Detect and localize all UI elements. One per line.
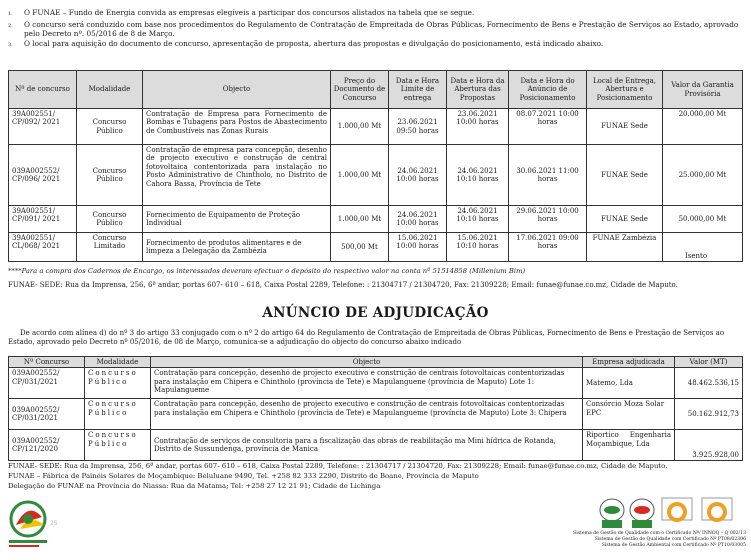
table-cell: 50.000,00 Mt	[663, 206, 743, 233]
table-cell: Concurso Público	[77, 145, 143, 206]
header-cell: Nº de concurso	[9, 71, 77, 109]
header-cell: Valor da Garantia Provisória	[663, 71, 743, 109]
table-row	[9, 399, 743, 430]
table-cell: Contratação de empresa para concepção, desenho de projecto executivo e construção de central fotovoltaica contentorizada para instalação no Posto Administrativo de Chintholo, no Distrito de Cahora Bassa, Província de Tete	[143, 145, 331, 206]
footer-line: Delegação do FUNAE na Província do Niassa: Rua da Matama; Tel: +258 27 12 21 91; Cidade de Lichinga	[8, 481, 381, 490]
header-cell: Valor (MT)	[675, 357, 743, 368]
header-cell: Local de Entrega, Abertura e Posicionamento	[587, 71, 663, 109]
table-row	[9, 109, 743, 145]
table-cell: 39A002551/ CL/068/ 2021	[9, 233, 77, 262]
table-row	[9, 430, 743, 461]
intro-item	[8, 39, 743, 51]
table-cell: 15.06.2021 10:10 horas	[447, 233, 509, 262]
table-cell: 23.06.2021 10:00 horas	[447, 109, 509, 145]
footer-addresses	[8, 462, 742, 492]
table-cell: Concurso Público	[85, 368, 151, 399]
header-cell: Modalidade	[77, 71, 143, 109]
table-cell: 039A002552/ CP/121/2020	[9, 430, 85, 461]
intro-number: 2.	[8, 22, 13, 29]
table-cell: 1.000,00 Mt	[331, 206, 389, 233]
table-row	[9, 368, 743, 399]
cert-line: Sistema de Gestão de Qualidade com o Certificado Nº/ INNOQ – Q 002/13	[573, 531, 746, 536]
footer-line: FUNAE- SEDE: Rua da Imprensa, 256, 6ª andar, portas 607- 610 – 618, Caixa Postal 2289, Telefone: : 21304717 / 21304720, Fax: 21309228; Email: funae@funae.co.mz, Cidade de Maputo.	[8, 462, 668, 470]
table-cell: FUNAE Sede	[587, 109, 663, 145]
table-cell: 1.000,00 Mt	[331, 145, 389, 206]
table-cell: 30.06.2021 11:00 horas	[509, 145, 587, 206]
table-cell: Concurso Público	[85, 399, 151, 430]
table-cell: Isento	[663, 233, 743, 262]
table-cell: Contratação de Empresa para Fornecimento de Bombas e Tubagens para Postos de Abastecimento de Combustíveis nas Zonas Rurais	[143, 109, 331, 145]
address-sede: FUNAE- SEDE: Rua da Imprensa, 256, 6ª andar, portas 607- 610 – 618, Caixa Postal 2289, Telefone: : 21304717 / 21304720, Fax: 21309228; Email: funae@funae.co.mz, Cidade de Maputo.	[8, 281, 678, 289]
tenders-table	[8, 70, 743, 262]
table-cell: 23.06.2021 09:50 horas	[389, 109, 447, 145]
header-cell: Objecto	[151, 357, 583, 368]
table-cell: Consórcio Moza Solar EPC	[583, 399, 675, 430]
table-cell: Riportico Engenharia Moçambique, Lda	[583, 430, 675, 461]
intro-list	[8, 8, 743, 50]
table-cell: Concurso Público	[77, 109, 143, 145]
table-cell: 17.06.2021 09:00 horas	[509, 233, 587, 262]
table-cell: Matemo, Lda	[583, 368, 675, 399]
table-cell: Concurso Limitado	[77, 233, 143, 262]
table-cell: 48.462.536,15	[675, 368, 743, 399]
footer-line: FUNAE – Fábrica de Painéis Solares de Moçambique: Beluluane 9490, Tel. +258 82 333 2290, Distrito de Boane, Província de Maputo	[8, 471, 479, 480]
table-cell: 20.000,00 Mt	[663, 109, 743, 145]
table-cell: Contratação para concepção, desenho de projecto executivo e construção de centrais fotovoltaicas contentorizadas para instalação em Chipera e Chintholo (província de Tete) e Mapulanguene (província de Maputo) Lote 1: Mapulangueme	[151, 368, 583, 399]
header-cell: Data e Hora da Abertura das Propostas	[447, 71, 509, 109]
table-cell: Concurso Público	[85, 430, 151, 461]
intro-text: O FUNAE – Fundo de Energia convida as empresas elegíveis a participar dos concursos alistados na tabela que se segue.	[24, 8, 475, 17]
cert-line: Sistema de Gestão de Qualidade com Certificado Nº PT08/02306	[594, 537, 746, 543]
header-cell: Preço do Documento de Concurso	[331, 71, 389, 109]
table-cell: FUNAE Sede	[587, 206, 663, 233]
adjudication-paragraph: De acordo com alínea d) do nº 3 do artigo 33 conjugado com o nº 2 do artigo 64 do Regulamento de Contratação de Empreitada de Obras Públicas, Fornecimento de Bens e Prestação de Serviços ao Estado, aprovado pelo Decreto nº 05/2016, de 08 de Março, comunica-se a adjudicação do objecto do concurso abaixo indicado	[8, 329, 725, 347]
certification-badges	[598, 496, 748, 532]
adjudication-heading: ANÚNCIO DE ADJUDICAÇÃO	[262, 305, 489, 321]
header-cell: Objecto	[143, 71, 331, 109]
table-header-row	[9, 71, 743, 109]
innoq-badge-icon	[600, 499, 624, 528]
table-cell: 39A002551/ CP/091/ 2021	[9, 206, 77, 233]
header-cell: Data e Hora Limite de entrega	[389, 71, 447, 109]
table-cell: Fornecimento de produtos alimentares e de limpeza a Delegação da Zambézia	[143, 233, 331, 262]
table-cell: 50.162.912,73	[675, 399, 743, 430]
table-cell: 039A002552/ CP/031/2021	[9, 399, 85, 430]
table-cell: 24.06.2021 10:10 horas	[447, 145, 509, 206]
table-cell: 24.06.2021 10:00 horas	[389, 145, 447, 206]
funae-logo-icon	[6, 495, 62, 553]
table-cell: Contratação de serviços de consultoria para a fiscalização das obras de reabilitação ma Mini hídrica de Rotanda, Distrito de Sussundenga, província de Manica	[151, 430, 583, 461]
table-cell: 08.07.2021 10:00 horas	[509, 109, 587, 145]
header-cell: Modalidade	[85, 357, 151, 368]
table-cell: 29.06.2021 10:00 horas	[509, 206, 587, 233]
header-cell: Data e Hora do Anúncio de Posicionamento	[509, 71, 587, 109]
table-header-row	[9, 357, 743, 368]
table-cell: 24.06.2021 10:10 horas	[447, 206, 509, 233]
sgs-badge-icon	[702, 498, 732, 522]
table-row	[9, 206, 743, 233]
table-cell: 500,00 Mt	[331, 233, 389, 262]
intro-text: O concurso será conduzido com base nos procedimentos do Regulamento de Contratação de Empreitada de Obras Públicas, Fornecimento de Bens e Prestação de Serviços ao Estado, aprovado pelo Decreto nº. 05/2016 de 8 de Março.	[24, 19, 739, 39]
adjudication-table	[8, 356, 743, 461]
deposit-note: ****Para a compra dos Cadernos de Encargo, os interessados deveram efectuar o depósito do respectivo valor na conta nº 51514858 (Millenium Bim)	[8, 267, 526, 275]
intro-text: O local para aquisição do documento de concurso, apresentação de proposta, abertura das propostas e divulgação do posicionamento, está indicado abaixo.	[24, 38, 604, 48]
intro-item	[8, 20, 743, 39]
table-row	[9, 145, 743, 206]
header-cell: Empresa adjudicada	[583, 357, 675, 368]
intro-item	[8, 8, 743, 20]
intro-number: 3.	[8, 41, 13, 48]
table-cell: 039A002552/ CP/031/2021	[9, 368, 85, 399]
cert-line: Sistema de Gestão Ambiental com Certificado Nº PT10/03005	[601, 543, 746, 549]
table-cell: Fornecimento de Equipamento de Proteção Individual	[143, 206, 331, 233]
table-cell: FUNAE Zambézia	[587, 233, 663, 262]
table-cell: 24.06.2021 10:00 horas	[389, 206, 447, 233]
table-cell: 39A002551/ CP/092/ 2021	[9, 109, 77, 145]
table-cell: 039A002552/ CP/096/ 2021	[9, 145, 77, 206]
certification-text	[520, 531, 746, 550]
table-row	[9, 233, 743, 262]
table-cell: Concurso Público	[77, 206, 143, 233]
table-cell: FUNAE Sede	[587, 145, 663, 206]
sgs-badge-icon	[662, 498, 692, 522]
table-cell: 25.000,00 Mt	[663, 145, 743, 206]
table-cell: 3.925.928,00	[675, 430, 743, 461]
svg-text:25: 25	[50, 520, 58, 527]
table-cell: Contratação para concepção, desenho de projecto executivo e construção de centrais fotovoltaicas contentorizadas para instalação em Chipera e Chintholo (província de Tete) e Mapulangueme (província de Maputo) Lote 3: Chipera	[151, 399, 583, 430]
table-cell: 1.000,00 Mt	[331, 109, 389, 145]
iso-badge-icon	[630, 499, 654, 528]
intro-number: 1.	[8, 11, 13, 17]
table-cell: 15.06.2021 10:00 horas	[389, 233, 447, 262]
header-cell: Nº Concurso	[9, 357, 85, 368]
